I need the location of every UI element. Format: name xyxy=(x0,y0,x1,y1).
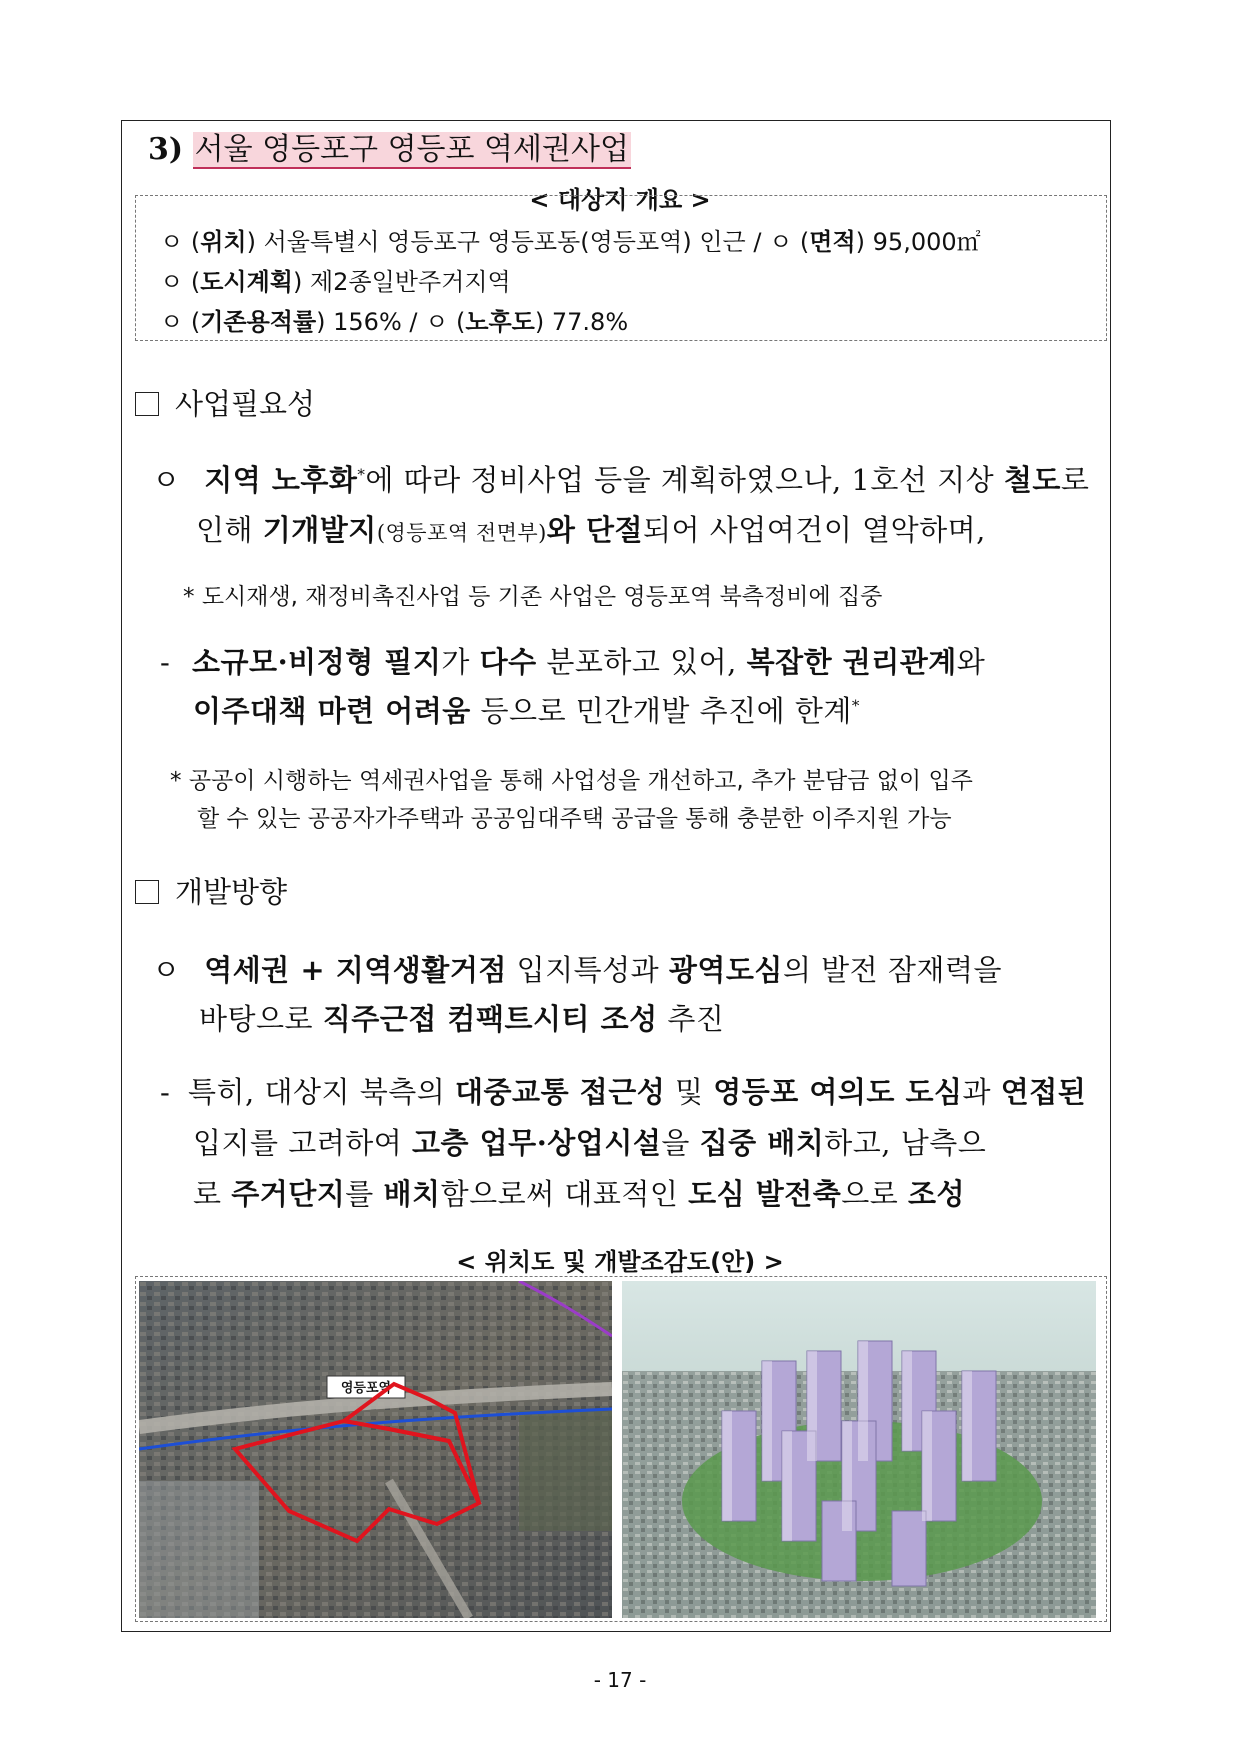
bold-text: 지역 노후화 xyxy=(204,463,358,497)
text: 바탕으로 xyxy=(199,1002,323,1036)
bullet: ㅇ xyxy=(769,228,793,256)
necessity-note1 xyxy=(183,578,882,611)
bullet: ㅇ xyxy=(160,308,184,336)
overview-line-plan xyxy=(160,262,511,297)
title-number: 3) xyxy=(148,132,184,167)
map-station-label: 영등포역 xyxy=(340,1381,392,1396)
direction-p1-line1 xyxy=(152,948,1002,989)
necessity-note2-line2 xyxy=(197,800,952,833)
bold-text: 복잡한 권리관계 xyxy=(746,645,957,679)
direction-p2-line3 xyxy=(193,1172,965,1213)
footnote-mark: * xyxy=(357,465,366,484)
bullet: ㅇ xyxy=(160,268,184,296)
text: 하고, 남측으 xyxy=(824,1126,987,1160)
aerial-location-map xyxy=(139,1281,612,1618)
direction-p2-line2 xyxy=(193,1121,986,1162)
text: 등으로 민간개발 추진에 한계 xyxy=(470,694,852,728)
dash: - xyxy=(160,645,171,679)
text: 특히, 대상지 북측의 xyxy=(188,1075,456,1109)
value-far: 156% / xyxy=(333,308,418,336)
text: 및 xyxy=(665,1075,714,1109)
bold-text: 직주근접 컴팩트시티 조성 xyxy=(322,1002,658,1036)
dash: - xyxy=(160,1075,171,1109)
bold-text: 영등포 여의도 도심 xyxy=(713,1075,963,1109)
paren: ) xyxy=(246,228,256,256)
overview-heading: < 대상지 개요 > xyxy=(529,186,711,214)
paren: ) xyxy=(534,308,545,336)
text: 함으로써 대표적인 xyxy=(440,1177,689,1211)
footnote-mark: * xyxy=(851,696,860,715)
note-text: 할 수 있는 공공자가주택과 공공임대주택 공급을 통해 충분한 이주지원 가능 xyxy=(197,806,952,832)
bold-text: 배치 xyxy=(383,1177,441,1211)
text: 로 xyxy=(193,1177,232,1211)
necessity-p1-line1 xyxy=(152,458,1089,499)
bold-text: 기개발지 xyxy=(262,513,377,547)
heading-text: 개발방향 xyxy=(175,875,288,909)
direction-p2-line1 xyxy=(160,1070,1086,1111)
bullet: ㅇ xyxy=(425,308,449,336)
bold-text: 조성 xyxy=(908,1177,966,1211)
paren: ( xyxy=(190,228,201,256)
bold-text: 연접된 xyxy=(1000,1075,1087,1109)
label-plan: 도시계획 xyxy=(200,268,293,296)
bold-text: 도심 발전축 xyxy=(688,1177,842,1211)
bullet: ㅇ xyxy=(160,228,184,256)
small-text: (영등포역 전면부) xyxy=(376,521,547,545)
text: 추진 xyxy=(657,1002,725,1036)
bold-text: 역세권 + 지역생활거점 xyxy=(204,953,507,987)
bold-text: 주거단지 xyxy=(231,1177,346,1211)
bullet: ㅇ xyxy=(152,953,181,987)
value-location: 서울특별시 영등포구 영등포동(영등포역) 인근 / xyxy=(263,228,762,256)
text: 를 xyxy=(345,1177,384,1211)
note-text: 공공이 시행하는 역세권사업을 통해 사업성을 개선하고, 추가 분담금 없이 입주 xyxy=(188,768,973,794)
text: 분포하고 있어, xyxy=(536,645,747,679)
paren: ( xyxy=(455,308,466,336)
label-location: 위치 xyxy=(200,228,247,256)
bold-text: 다수 xyxy=(479,645,537,679)
paren: ) xyxy=(855,228,866,256)
bold-text: 광역도심 xyxy=(668,953,783,987)
footnote-mark: * xyxy=(183,584,195,610)
text: 되어 사업여건이 열악하며, xyxy=(643,513,986,547)
paren: ) xyxy=(316,308,326,336)
checkbox-square-icon xyxy=(135,880,159,904)
section-title xyxy=(148,124,631,168)
footnote-mark: * xyxy=(170,768,182,794)
text: 로 xyxy=(1060,463,1090,497)
bold-text: 고층 업무·상업시설 xyxy=(412,1126,662,1160)
paren: ) xyxy=(292,268,303,296)
text: 입지를 고려하여 xyxy=(193,1126,413,1160)
value-plan: 제2종일반주거지역 xyxy=(309,268,511,296)
bold-text: 와 단절 xyxy=(546,513,644,547)
bold-text: 대중교통 접근성 xyxy=(455,1075,666,1109)
necessity-p1-line2 xyxy=(196,508,986,549)
value-area: 95,000㎡ xyxy=(872,228,981,256)
page-number: - 17 - xyxy=(593,1668,647,1692)
figure-caption: < 위치도 및 개발조감도(안) > xyxy=(456,1248,784,1276)
heading-text: 사업필요성 xyxy=(175,387,316,421)
text: 에 따라 정비사업 등을 계획하였으나, 1호선 지상 xyxy=(365,463,1004,497)
section-heading-necessity xyxy=(135,382,315,423)
paren: ( xyxy=(190,308,201,336)
label-area: 면적 xyxy=(809,228,856,256)
text: 인해 xyxy=(196,513,263,547)
text: 으로 xyxy=(841,1177,909,1211)
text: 가 xyxy=(441,645,480,679)
overview-line-location xyxy=(160,222,981,257)
necessity-note2-line1 xyxy=(170,762,973,795)
bullet: ㅇ xyxy=(152,463,181,497)
title-text: 서울 영등포구 영등포 역세권사업 xyxy=(194,132,629,167)
paren: ( xyxy=(799,228,810,256)
development-rendering xyxy=(622,1281,1096,1618)
section-heading-direction xyxy=(135,870,287,911)
text: 을 xyxy=(661,1126,700,1160)
necessity-p2-line1 xyxy=(160,640,985,681)
text: 과 xyxy=(962,1075,1001,1109)
text: 입지특성과 xyxy=(506,953,669,987)
bold-text: 이주대책 마련 어려움 xyxy=(193,694,471,728)
necessity-p2-line2 xyxy=(193,689,860,730)
bold-text: 철도 xyxy=(1003,463,1061,497)
checkbox-square-icon xyxy=(135,392,159,416)
value-aging: 77.8% xyxy=(551,308,629,336)
paren: ( xyxy=(190,268,201,296)
label-aging: 노후도 xyxy=(465,308,535,336)
text: 의 발전 잠재력을 xyxy=(782,953,1002,987)
label-far: 기존용적률 xyxy=(200,308,317,336)
text: 와 xyxy=(956,645,986,679)
direction-p1-line2 xyxy=(199,997,724,1038)
note-text: 도시재생, 재정비촉진사업 등 기존 사업은 영등포역 북측정비에 집중 xyxy=(201,584,883,610)
bold-text: 집중 배치 xyxy=(699,1126,825,1160)
bold-text: 소규모·비정형 필지 xyxy=(192,645,442,679)
overview-line-ratio xyxy=(160,302,628,337)
